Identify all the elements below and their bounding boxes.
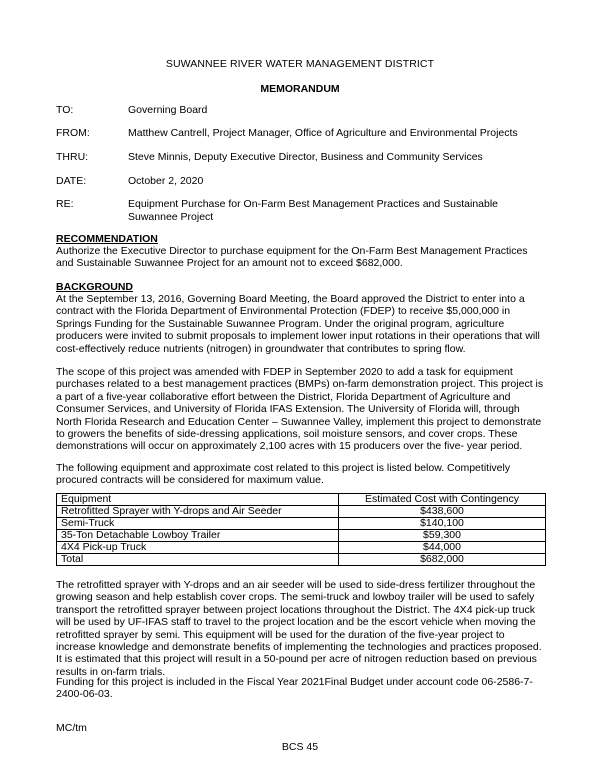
equipment-cell: 4X4 Pick-up Truck bbox=[57, 542, 339, 554]
background-heading: BACKGROUND bbox=[56, 281, 133, 293]
organization-name: SUWANNEE RIVER WATER MANAGEMENT DISTRICT bbox=[165, 58, 435, 70]
table-total-row bbox=[57, 554, 546, 566]
date-label: DATE: bbox=[56, 175, 87, 187]
equipment-cell: Semi-Truck bbox=[57, 518, 339, 530]
table-row bbox=[57, 518, 546, 530]
total-cost-cell: $682,000 bbox=[339, 554, 546, 566]
thru-label: THRU: bbox=[56, 151, 89, 163]
recommendation-heading: RECOMMENDATION bbox=[56, 233, 158, 245]
cost-cell: $438,600 bbox=[339, 506, 546, 518]
cost-cell: $44,000 bbox=[339, 542, 546, 554]
funding-paragraph: Funding for this project is included in the Fiscal Year 2021Final Budget under account code 06-2586-7-2400-06-03. bbox=[56, 676, 533, 701]
re-value: Equipment Purchase for On-Farm Best Management Practices and Sustainable Suwannee Project bbox=[128, 198, 499, 223]
table-row bbox=[57, 530, 546, 542]
equipment-cost-table bbox=[56, 493, 546, 566]
equipment-cell: 35-Ton Detachable Lowboy Trailer bbox=[57, 530, 339, 542]
from-value: Matthew Cantrell, Project Manager, Office of Agriculture and Environmental Projects bbox=[128, 127, 518, 139]
from-label: FROM: bbox=[56, 127, 90, 139]
equipment-cell: Retrofitted Sprayer with Y-drops and Air Seeder bbox=[57, 506, 339, 518]
document-type: MEMORANDUM bbox=[260, 83, 340, 95]
thru-value: Steve Minnis, Deputy Executive Director, Business and Community Services bbox=[128, 151, 483, 163]
total-label-cell: Total bbox=[57, 554, 339, 566]
background-paragraph-1: At the September 13, 2016, Governing Board Meeting, the Board approved the District to enter into a contract with the Florida Department of Environmental Protection (FDEP) to receive $5,000,000 in Springs Funding for the Sustainable Suwannee Program. Under the original program, agriculture producers were invited to submit proposals to implement lower input rotations in their operations that will cost-effectively reduce nutrients (nitrogen) in groundwater that contributes to spring flow. bbox=[56, 293, 540, 355]
re-label: RE: bbox=[56, 198, 74, 210]
initials: MC/tm bbox=[56, 722, 87, 734]
closing-paragraph-1: The retrofitted sprayer with Y-drops and an air seeder will be used to side-dress fertilizer throughout the growing season and help establish cover crops. The semi-truck and lowboy trailer will be used to safely transport the retrofitted sprayer between project locations throughout the District. The 4X4 pick-up truck will be used by UF-IFAS staff to travel to the project location and be the escort vehicle when moving the retrofitted sprayer by semi. This equipment will be used for the duration of the five-year project to increase knowledge and demonstrate benefits of implementing the technologies and practices proposed. It is estimated that this project will result in a 50-pound per acre of nitrogen reduction based on previous results in on-farm trials. bbox=[56, 579, 542, 678]
table-row bbox=[57, 506, 546, 518]
background-paragraph-2: The scope of this project was amended with FDEP in September 2020 to add a task for equipment purchases related to a best management practices (BMPs) on-farm demonstration project. This project is a part of a five-year collaborative effort between the District, Florida Department of Agriculture and Consumer Services, and University of Florida IFAS Extension. The University of Florida will, through North Florida Research and Education Center – Suwannee Valley, implement this project to demonstrate to growers the benefits of side-dressing applications, soil moisture sensors, and cover crops. These demonstrations will occur on approximately 2,100 acres with 15 producers over the five- year period. bbox=[56, 366, 544, 453]
recommendation-text: Authorize the Executive Director to purchase equipment for the On-Farm Best Management Practices and Sustainable Suwannee Project for an amount not to exceed $682,000. bbox=[56, 245, 528, 270]
table-row bbox=[57, 542, 546, 554]
table-header-cost: Estimated Cost with Contingency bbox=[339, 494, 546, 506]
table-header-row bbox=[57, 494, 546, 506]
date-value: October 2, 2020 bbox=[128, 175, 204, 187]
to-value: Governing Board bbox=[128, 104, 208, 116]
page-label: BCS 45 bbox=[281, 741, 319, 753]
background-paragraph-3: The following equipment and approximate cost related to this project is listed below. Competitively procured contracts will be considered for maximum value. bbox=[56, 462, 511, 487]
to-label: TO: bbox=[56, 104, 74, 116]
cost-cell: $59,300 bbox=[339, 530, 546, 542]
cost-cell: $140,100 bbox=[339, 518, 546, 530]
table-header-equipment: Equipment bbox=[57, 494, 339, 506]
